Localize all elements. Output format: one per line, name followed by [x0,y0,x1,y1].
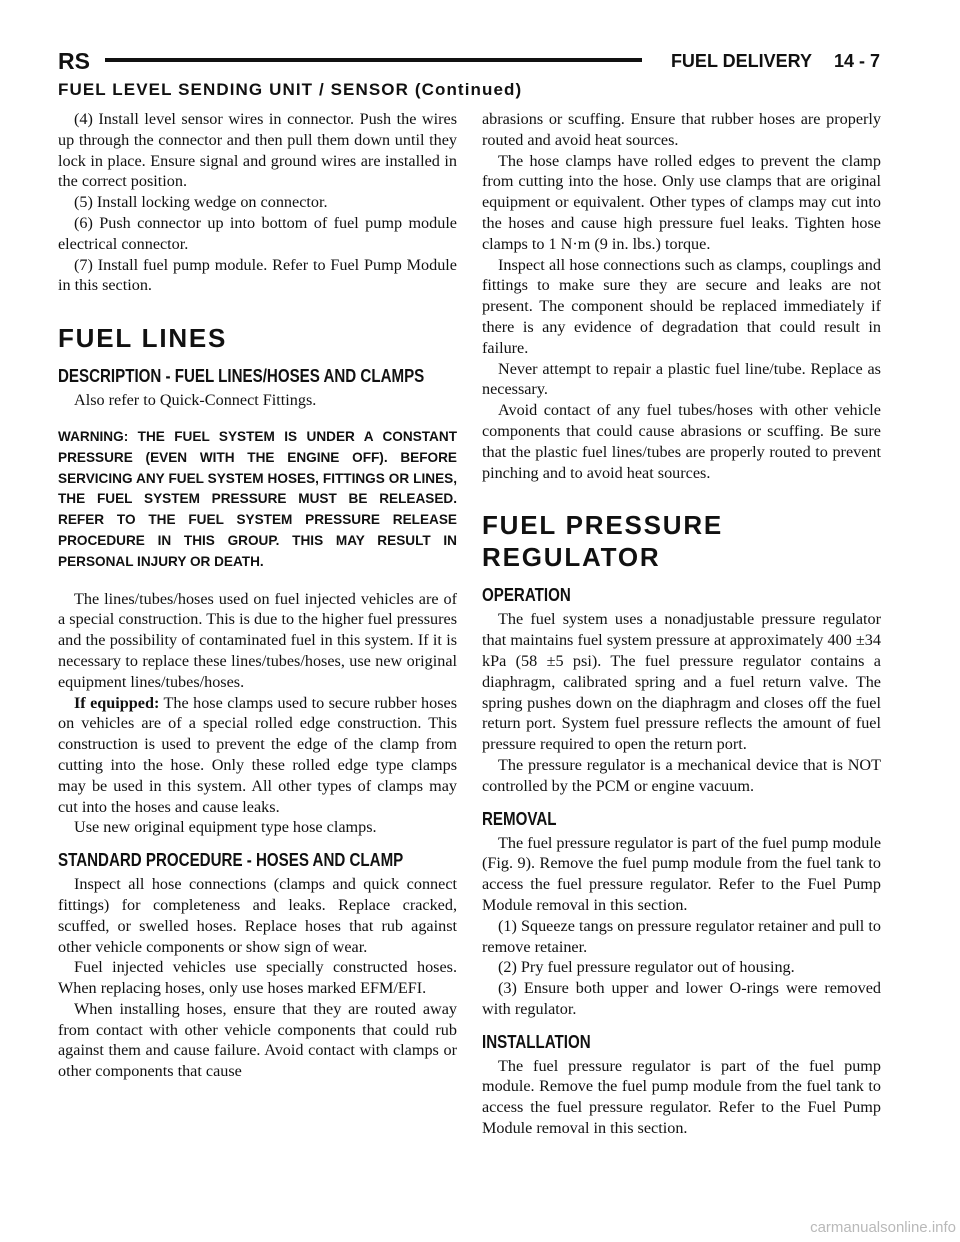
left-column [58,109,457,1082]
standard-paragraph-3: When installing hoses, ensure that they are routed away from contact with other vehicle components that could rub against them and cause failure. Avoid contact with clamps or other components that cause [58,999,457,1081]
if-equipped-paragraph [58,693,457,818]
standard-paragraph-1: Inspect all hose connections (clamps and quick connect fittings) for completeness and leaks. Replace cracked, scuffed, or swelled hoses. Replace hoses that rub against other vehicle components or show sign of wear. [58,875,457,956]
use-new-clamps: Use new original equipment type hose clamps. [74,818,377,837]
removal-step-3: (3) Ensure both upper and lower O-rings were removed with regulator. [482,979,881,1018]
standard-paragraph-2: Fuel injected vehicles use specially constructed hoses. When replacing hoses, only use hoses marked EFM/EFI. [58,958,457,998]
step-7: (7) Install fuel pump module. Refer to Fuel Pump Module in this section. [58,255,457,295]
step-4: (4) Install level sensor wires in connector. Push the wires up through the connector and then pull them down until they lock in place. Ensure signal and ground wires are installed in the correct position. [58,110,457,191]
inspect-paragraph: Inspect all hose connections such as clamps, couplings and fittings to make sure they are secure and leaks are not present. The component should be replaced immediately if there is any evidence of degradation that could result in failure. [482,255,881,357]
installation-paragraph: The fuel pressure regulator is part of the fuel pump module. Remove the fuel pump module from the fuel tank to access the fuel pressure regulator. Refer to the Fuel Pump Module removal in this section. [482,1056,881,1138]
continued-title: FUEL LEVEL SENDING UNIT / SENSOR (Continued) [58,80,523,99]
if-equipped-label: If equipped: [74,693,160,712]
operation-paragraph-1: The fuel system uses a nonadjustable pressure regulator that maintains fuel system pressure at approximately 400 ±34 kPa (58 ±5 psi). The fuel pressure regulator contains a diaphragm, calibrated spring and a fuel return valve. The spring pushes down on the diaphragm and closes off the fuel return port. System fuel pressure reflects the amount of fuel pressure required to open the return port. [482,610,881,754]
watermark-link[interactable]: carmanualsonline.info [810,1219,956,1236]
subsection-title-description: DESCRIPTION - FUEL LINES/HOSES AND CLAMPS [58,366,425,387]
clamps-paragraph: The hose clamps have rolled edges to prevent the clamp from cutting into the hose. Only use clamps that are original equipment or equivalent. Other types of clamps may cut into the hoses and cause high pressure fuel leaks. Tighten hose clamps to 1 N·m (9 in. lbs.) torque. [482,151,881,253]
removal-step-2: (2) Pry fuel pressure regulator out of housing. [498,958,795,977]
section-title-fuel-lines: FUEL LINES [58,323,228,354]
page-header [58,48,880,74]
continued-paragraph: abrasions or scuffing. Ensure that rubber hoses are properly routed and avoid heat sources. [482,110,881,149]
header-section-title: FUEL DELIVERY [670,51,812,71]
description-paragraph: The lines/tubes/hoses used on fuel injected vehicles are of a special construction. This is due to the higher fuel pressures and the possibility of contaminated fuel in this system. If it is necessary to replace these lines/tubes/hoses, use new original equipment lines/tubes/hoses. [58,589,457,691]
subsection-title-operation: OPERATION [482,585,571,606]
page-number: 14 - 7 [833,51,880,71]
operation-paragraph-2: The pressure regulator is a mechanical device that is NOT controlled by the PCM or engine vacuum. [482,755,881,795]
right-column [482,109,881,1139]
subsection-title-installation: INSTALLATION [482,1031,591,1052]
removal-step-1: (1) Squeeze tangs on pressure regulator retainer and pull to remove retainer. [482,916,881,956]
section-title-regulator: FUEL PRESSURE REGULATOR [482,510,724,573]
description-intro: Also refer to Quick-Connect Fittings. [74,391,317,410]
header-rule [105,58,642,62]
avoid-contact-paragraph: Avoid contact of any fuel tubes/hoses with other vehicle components that could cause abrasions or scuffing. Be sure that the plastic fuel lines/tubes are properly routed to prevent pinching and to avoid heat sources. [482,401,881,482]
if-equipped-text: The hose clamps used to secure rubber hoses on vehicles are of a special rolled edge construction. This construction is used to prevent the edge of the clamp from cutting into the hose. Only these rolled edge type clamps may be used in this system. All other types of clamps may cut into the hoses and cause leaks. [58,693,457,816]
subsection-title-removal: REMOVAL [482,808,557,829]
removal-paragraph: The fuel pressure regulator is part of the fuel pump module (Fig. 9). Remove the fuel pump module from the fuel tank to access the fuel pressure regulator. Refer to the Fuel Pump Module removal in this section. [482,833,881,914]
step-6: (6) Push connector up into bottom of fuel pump module electrical connector. [58,213,457,253]
subsection-title-standard-procedure: STANDARD PROCEDURE - HOSES AND CLAMP [58,850,404,871]
header-code: RS [58,48,90,74]
header-right [671,48,880,74]
warning-box: WARNING: THE FUEL SYSTEM IS UNDER A CONSTANT PRESSURE (EVEN WITH THE ENGINE OFF). BEFORE SERVICING ANY FUEL SYSTEM HOSES, FITTINGS OR LINES, THE FUEL SYSTEM PRESSURE MUST BE RELEASED. REFER TO THE FUEL SYSTEM PRESSURE RELEASE PROCEDURE IN THIS GROUP. THIS MAY RESULT IN PERSONAL INJURY OR DEATH. [58,428,457,569]
never-repair-paragraph: Never attempt to repair a plastic fuel line/tube. Replace as necessary. [482,359,881,399]
step-5: (5) Install locking wedge on connector. [74,193,328,212]
